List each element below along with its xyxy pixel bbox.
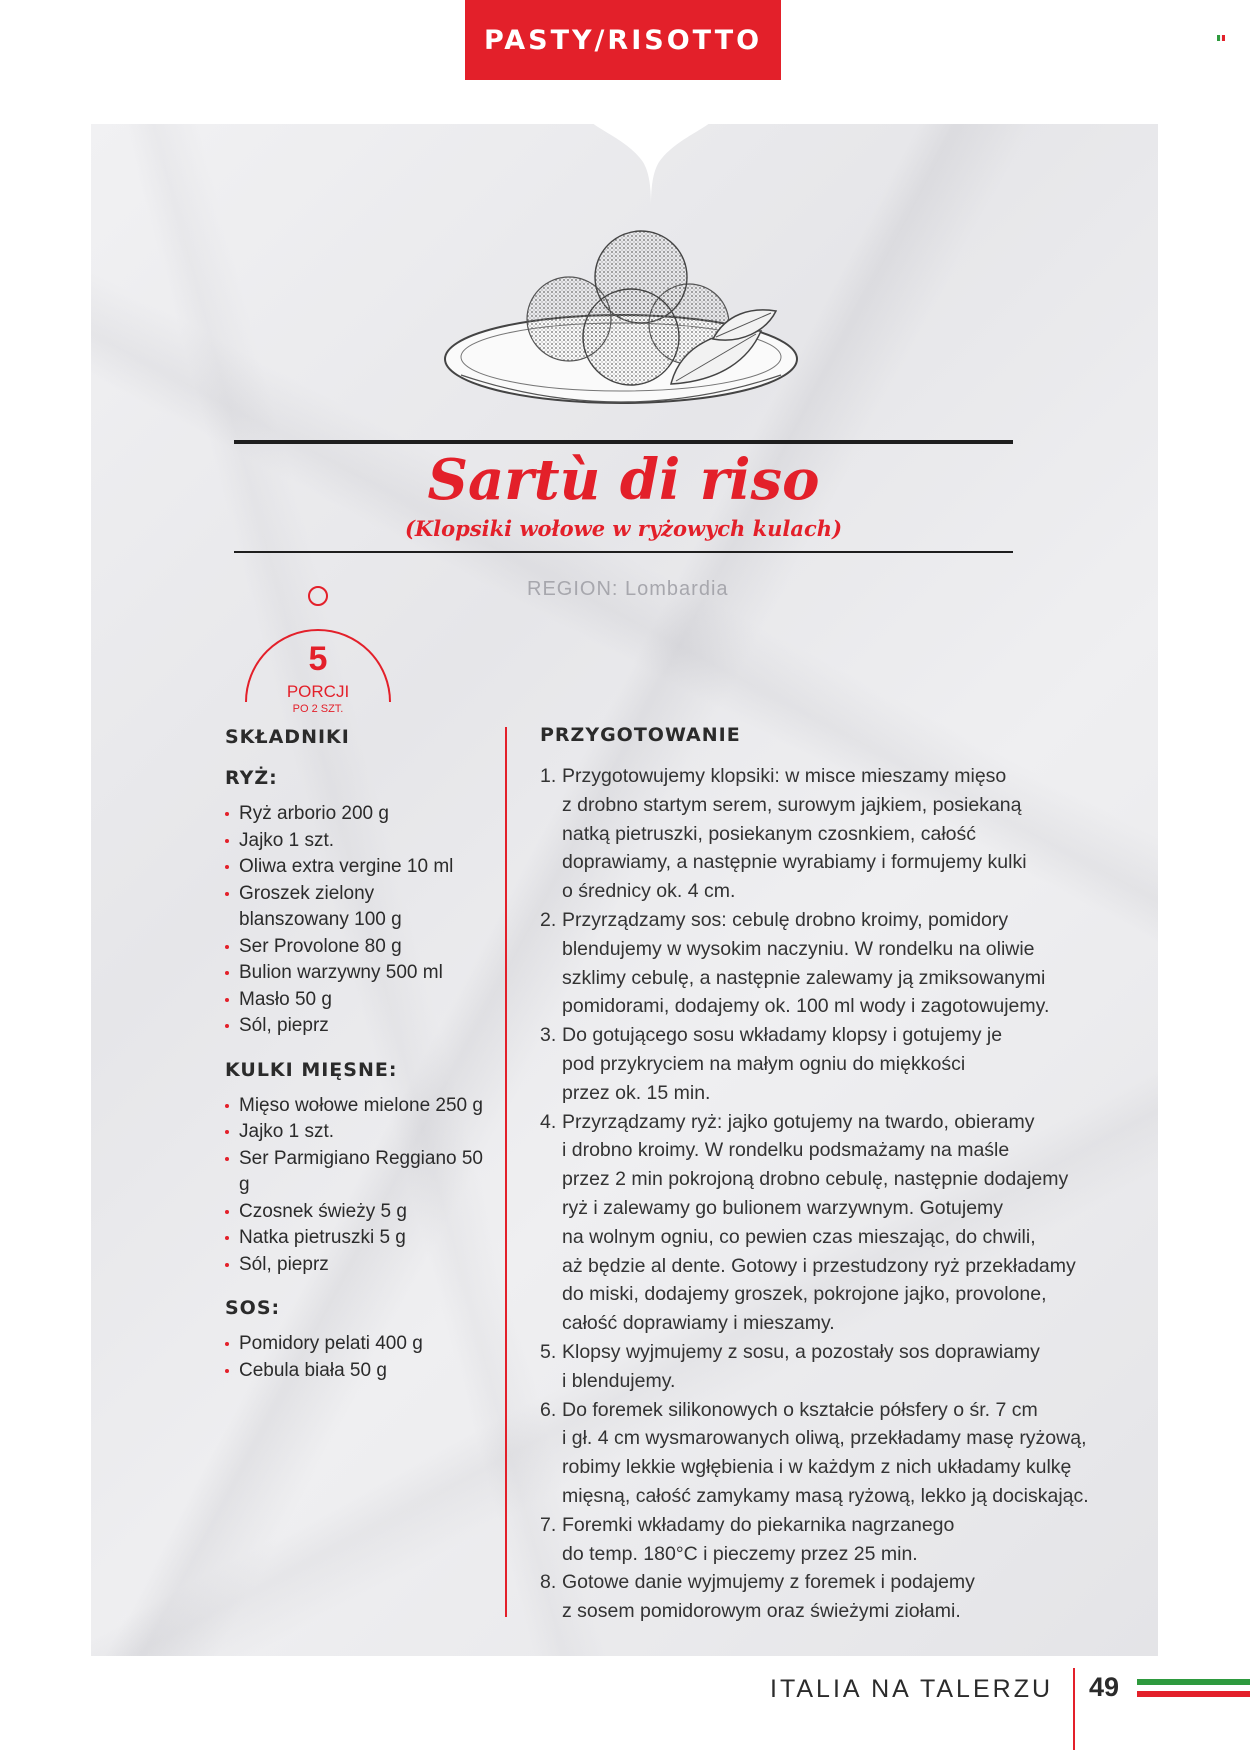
page-number: 49 bbox=[1089, 1672, 1120, 1702]
step-text bbox=[562, 1511, 954, 1569]
portions-label: PORCJI bbox=[286, 682, 350, 701]
title-rule-bottom bbox=[234, 551, 1013, 553]
ingredient-group-title: RYŻ: bbox=[225, 767, 278, 789]
step-line: ryż i zalewamy go bulionem warzywnym. Gotujemy bbox=[562, 1196, 1004, 1219]
ingredient-item: Groszek zielony blanszowany 100 g bbox=[225, 881, 485, 934]
recipe-card bbox=[91, 124, 1158, 1656]
step-number: 1. bbox=[540, 765, 557, 787]
step-text bbox=[562, 1021, 1002, 1107]
prep-step bbox=[540, 1021, 1130, 1107]
step-line: Do foremek silikonowych o kształcie półsfery o śr. 7 cm bbox=[562, 1398, 1038, 1421]
step-number: 6. bbox=[540, 1398, 557, 1421]
step-line: Foremki wkładamy do piekarnika nagrzanego bbox=[562, 1513, 955, 1536]
region-label: REGION: Lombardia bbox=[527, 578, 729, 600]
step-text bbox=[562, 1568, 975, 1626]
step-line: Przygotowujemy klopsiki: w misce mieszamy mięso bbox=[562, 765, 1007, 787]
card-notch-shape bbox=[591, 124, 711, 212]
step-line: i gł. 4 cm wysmarowanych oliwą, przekładamy masę ryżową, bbox=[562, 1427, 1087, 1450]
ingredient-item: Sól, pieprz bbox=[225, 1252, 485, 1279]
step-line: doprawiamy, a następnie wyrabiamy i formujemy kulki bbox=[562, 851, 1027, 874]
ingredient-item: Ser Parmigiano Reggiano 50 g bbox=[225, 1146, 485, 1199]
step-line: z drobno startym serem, surowym jajkiem, posiekaną bbox=[562, 793, 1022, 816]
step-line: Klopsy wyjmujemy z sosu, a pozostały sos doprawiamy bbox=[562, 1340, 1040, 1363]
category-tab bbox=[465, 0, 781, 80]
recipe-subtitle: (Klopsiki wołowe w ryżowych kulach) bbox=[404, 516, 843, 541]
step-text bbox=[562, 906, 1049, 1021]
ingredient-item: Czosnek świeży 5 g bbox=[225, 1199, 485, 1226]
step-line: i blendujemy. bbox=[562, 1369, 676, 1392]
ingredient-item: Jajko 1 szt. bbox=[225, 828, 485, 855]
step-line: aż będzie al dente. Gotowy i przestudzony ryż przekładamy bbox=[562, 1254, 1076, 1277]
ingredient-list bbox=[225, 1331, 485, 1384]
ingredient-item: Ser Provolone 80 g bbox=[225, 934, 485, 961]
prep-step bbox=[540, 1568, 1130, 1626]
ingredient-group-title: SOS: bbox=[225, 1297, 281, 1319]
prep-step bbox=[540, 762, 1130, 906]
step-line: szklimy cebulę, a następnie zalewamy ją zmiksowanymi bbox=[562, 966, 1046, 989]
step-line: Przyrządzamy ryż: jajko gotujemy na twardo, obieramy bbox=[562, 1110, 1035, 1133]
step-line: przez ok. 15 min. bbox=[562, 1081, 711, 1104]
ingredient-item: Bulion warzywny 500 ml bbox=[225, 960, 485, 987]
step-line: z sosem pomidorowym oraz świeżymi ziołami. bbox=[562, 1600, 961, 1623]
prep-step bbox=[540, 1396, 1130, 1511]
step-number: 5. bbox=[540, 1340, 557, 1363]
step-text bbox=[562, 1108, 1076, 1338]
step-line: do miski, dodajemy groszek, pokrojone jajko, provolone, bbox=[562, 1283, 1047, 1306]
column-divider bbox=[505, 727, 507, 1617]
step-number: 2. bbox=[540, 908, 557, 931]
ingredient-item: Sól, pieprz bbox=[225, 1013, 485, 1040]
step-text bbox=[562, 1338, 1040, 1396]
step-line: mięsną, całość zamykamy masą ryżową, lekko ją dociskając. bbox=[562, 1484, 1089, 1507]
step-line: do temp. 180°C i pieczemy przez 25 min. bbox=[562, 1542, 918, 1565]
ingredient-list bbox=[225, 1093, 485, 1279]
ingredient-list bbox=[225, 801, 485, 1040]
step-line: pomidorami, dodajemy ok. 100 ml wody i zagotowujemy. bbox=[562, 995, 1050, 1018]
preparation-steps bbox=[540, 762, 1130, 1626]
title-rule-top bbox=[234, 440, 1013, 444]
prep-step bbox=[540, 906, 1130, 1021]
step-line: całość doprawiamy i mieszamy. bbox=[562, 1312, 835, 1335]
step-number: 4. bbox=[540, 1110, 557, 1133]
step-line: na wolnym ogniu, co pewien czas mieszając, do chwili, bbox=[562, 1225, 1036, 1248]
step-number: 7. bbox=[540, 1513, 557, 1536]
meatball-plate-illustration bbox=[431, 219, 811, 419]
ingredient-item: Natka pietruszki 5 g bbox=[225, 1225, 485, 1252]
ingredients-section bbox=[225, 724, 485, 1384]
preparation-section bbox=[540, 724, 1130, 1626]
ingredients-heading: SKŁADNIKI bbox=[225, 726, 350, 748]
italian-flag-stripes-icon bbox=[1137, 1679, 1250, 1697]
step-number: 3. bbox=[540, 1024, 557, 1047]
step-line: i drobno kroimy. W rondelku podsmażamy na maśle bbox=[562, 1139, 1010, 1162]
step-line: blendujemy w wysokim naczyniu. W rondelku na oliwie bbox=[562, 937, 1035, 960]
footer-divider bbox=[1073, 1668, 1075, 1750]
prep-step bbox=[540, 1511, 1130, 1569]
ingredient-item: Mięso wołowe mielone 250 g bbox=[225, 1093, 485, 1120]
corner-flag-icon bbox=[1217, 35, 1225, 41]
prep-step bbox=[540, 1108, 1130, 1338]
ingredient-item: Cebula biała 50 g bbox=[225, 1358, 485, 1385]
step-line: Gotowe danie wyjmujemy z foremek i podajemy bbox=[562, 1571, 975, 1594]
magazine-name: ITALIA NA TALERZU bbox=[770, 1675, 1054, 1703]
category-label: PASTY/RISOTTO bbox=[483, 24, 763, 56]
step-line: o średnicy ok. 4 cm. bbox=[562, 880, 736, 903]
ingredient-group-title: KULKI MIĘSNE: bbox=[225, 1058, 398, 1081]
portions-number: 5 bbox=[308, 640, 328, 678]
step-text bbox=[562, 1396, 1089, 1511]
prep-step bbox=[540, 1338, 1130, 1396]
step-line: przez 2 min pokrojoną drobno cebulę, następnie dodajemy bbox=[562, 1168, 1069, 1191]
step-line: Przyrządzamy sos: cebulę drobno kroimy, pomidory bbox=[562, 908, 1009, 931]
ingredient-item: Pomidory pelati 400 g bbox=[225, 1331, 485, 1358]
ingredient-item: Jajko 1 szt. bbox=[225, 1119, 485, 1146]
ingredient-item: Masło 50 g bbox=[225, 987, 485, 1014]
step-line: natką pietruszki, posiekanym czosnkiem, całość bbox=[562, 822, 977, 845]
portions-badge bbox=[243, 584, 393, 715]
recipe-title: Sartù di riso bbox=[427, 447, 820, 513]
step-line: pod przykryciem na małym ogniu do miękkości bbox=[562, 1052, 966, 1075]
step-text bbox=[562, 762, 1027, 906]
ingredient-item: Ryż arborio 200 g bbox=[225, 801, 485, 828]
preparation-heading: PRZYGOTOWANIE bbox=[540, 724, 741, 746]
step-number: 8. bbox=[540, 1571, 557, 1594]
ingredient-item: Oliwa extra vergine 10 ml bbox=[225, 854, 485, 881]
portions-sub: PO 2 SZT. bbox=[292, 703, 344, 715]
step-line: Do gotującego sosu wkładamy klopsy i gotujemy je bbox=[562, 1024, 1003, 1047]
step-line: robimy lekkie wgłębienia i w każdym z nich układamy kulkę bbox=[562, 1456, 1072, 1479]
